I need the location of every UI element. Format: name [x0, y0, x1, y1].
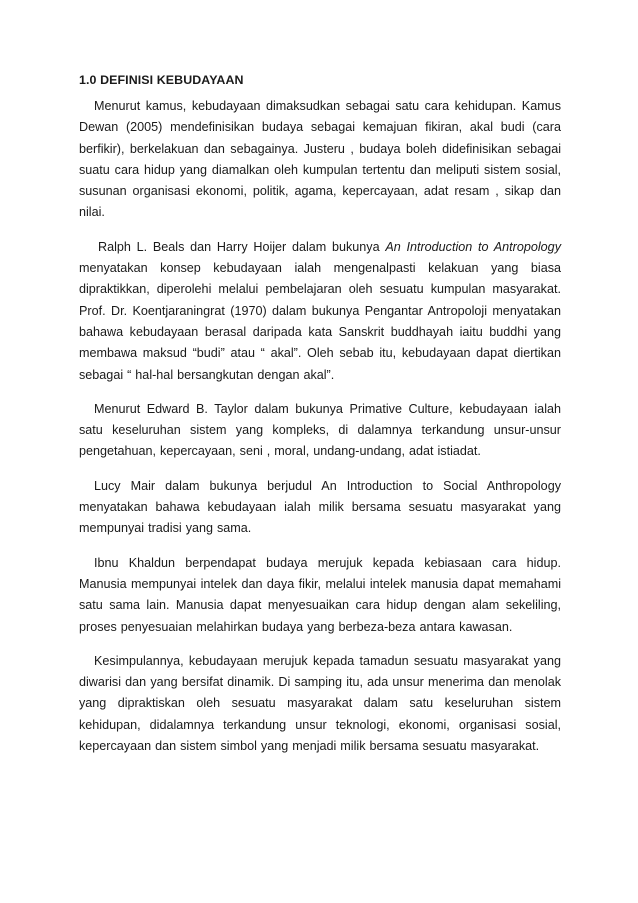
- section-heading: 1.0 DEFINISI KEBUDAYAAN: [79, 73, 244, 87]
- paragraph-edward-taylor: Menurut Edward B. Taylor dalam bukunya Primative Culture, kebudayaan ialah satu keseluruhan sistem yang kompleks, di dalamnya terkandung unsur-unsur pengetahuan, kepercayaan, seni , moral, undang-undang, adat istiadat.: [79, 401, 561, 459]
- paragraph-beals-hoijer: [79, 237, 561, 386]
- paragraph-kesimpulan: Kesimpulannya, kebudayaan merujuk kepada tamadun sesuatu masyarakat yang diwarisi dan yang bersifat dinamik. Di samping itu, ada unsur menerima dan menolak yang dipraktiskan oleh sesuatu masyarakat dalam satu keseluruhan sistem kehidupan, didalamnya terkandung unsur teknologi, ekonomi, organisasi sosial, kepercayaan dan sistem simbol yang menjadi milik bersama sesuatu masyarakat.: [79, 653, 561, 754]
- book-title: An Introduction to Antropology: [385, 239, 561, 254]
- paragraph-text: Ralph L. Beals dan Harry Hoijer dalam bukunya: [98, 239, 386, 254]
- paragraph-lucy-mair: Lucy Mair dalam bukunya berjudul An Introduction to Social Anthropology menyatakan bahawa kebudayaan ialah milik bersama sesuatu masyarakat yang mempunyai tradisi yang sama.: [79, 478, 561, 536]
- paragraph-text: menyatakan konsep kebudayaan ialah mengenalpasti kelakuan yang biasa dipraktikkan, diperolehi melalui pembelajaran oleh sesuatu kumpulan masyarakat. Prof. Dr. Koentjaraningrat (1970) dalam bukunya Pengantar Antropoloji menyatakan bahawa kebudayaan berasal daripada kata Sanskrit buddhayah iaitu buddhi yang membawa maksud “budi” atau “ akal”. Oleh sebab itu, kebudayaan dapat diertikan sebagai “ hal-hal bersangkutan dengan akal”.: [79, 261, 561, 382]
- document-page: [79, 72, 561, 770]
- paragraph-ibnu-khaldun: Ibnu Khaldun berpendapat budaya merujuk kepada kebiasaan cara hidup. Manusia mempunyai intelek dan daya fikir, melalui intelek manusia dapat memahami satu sama lain. Manusia dapat menyesuaikan cara hidup dengan alam sekeliling, proses penyesuaian melahirkan budaya yang berbeza-beza antara kawasan.: [79, 555, 561, 634]
- paragraph-definition-kamus: Menurut kamus, kebudayaan dimaksudkan sebagai satu cara kehidupan. Kamus Dewan (2005) mendefinisikan budaya sebagai kemajuan fikiran, akal budi (cara berfikir), berkelakuan dan sebagainya. Justeru , budaya boleh didefinisikan sebagai suatu cara hidup yang diamalkan oleh kumpulan tertentu dan meliputi sistem sosial, susunan organisasi ekonomi, politik, agama, kepercayaan, adat resam , sikap dan nilai.: [79, 99, 561, 220]
